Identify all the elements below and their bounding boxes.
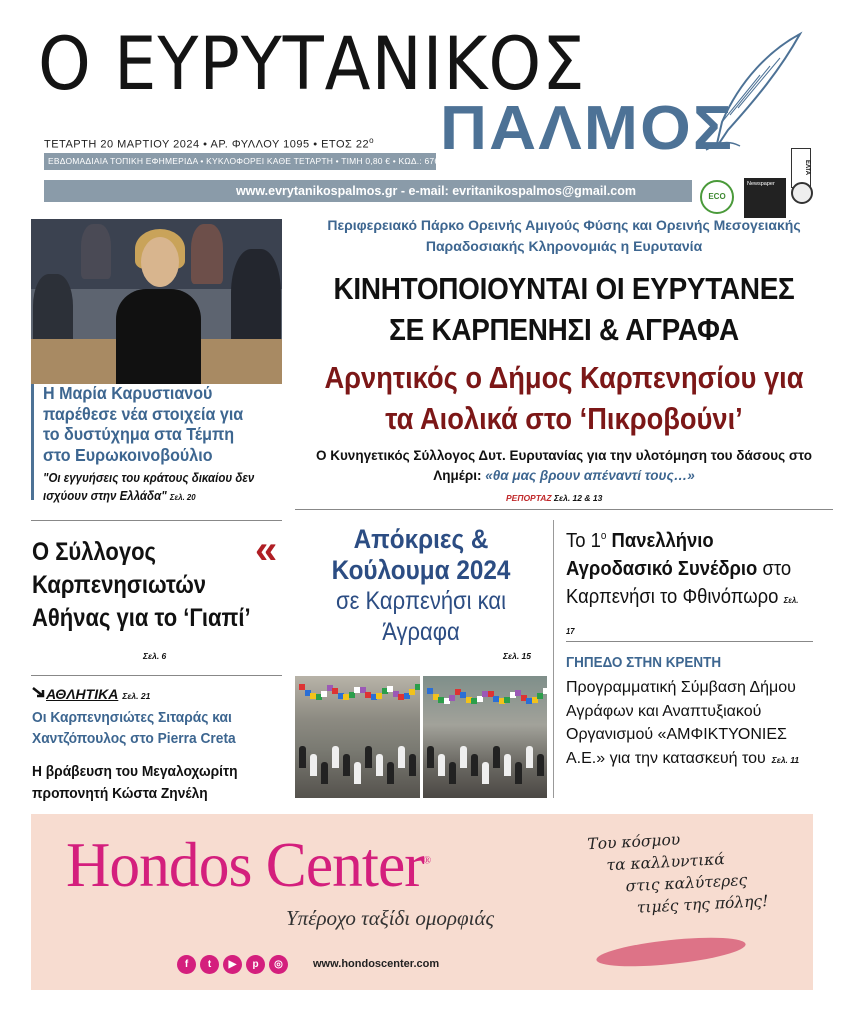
dancer-figure	[493, 746, 500, 768]
seal-icon	[791, 182, 813, 204]
hunters-text: Ο Κυνηγετικός Σύλλογος Δυτ. Ευρυτανίας για την υλοτόμηση του δάσους στο Λημέρι: «θα μας βρουν απέναντί τους…»	[315, 448, 813, 483]
lead-kicker: Περιφερειακό Πάρκο Ορεινής Αμιγούς Φύσης και Ορεινής Μεσογειακής Παραδοσιακής Κληρονομιάς η Ευρυτανία	[327, 217, 801, 254]
krenti-heading[interactable]: ΓΗΠΕΔΟ ΣΤΗΝ ΚΡΕΝΤΗ	[566, 655, 722, 671]
elta-badge-icon: ΕΛΤΑ	[791, 148, 811, 188]
flag-decoration	[543, 688, 548, 694]
quote-mark-icon: «	[255, 528, 278, 572]
lead-second-headline[interactable]: Αρνητικός ο Δήμος Καρπενησίου για τα Αιολικά στο ‘Πικροβούνι’	[324, 360, 804, 436]
carnival-title[interactable]: Απόκριες & Κούλουμα 2024	[331, 524, 511, 585]
dancer-figure	[537, 754, 544, 776]
flag-decoration	[321, 691, 327, 697]
carnival-photo-right[interactable]	[423, 676, 547, 798]
sports-subtitle[interactable]: Οι Καρπενησιώτες Σιταράς και Χαντζόπουλος στο Pierra Creta	[32, 710, 236, 747]
divider	[295, 509, 833, 510]
arrow-icon	[32, 687, 46, 699]
twitter-icon[interactable]: t	[200, 955, 219, 974]
flag-decoration	[449, 695, 455, 701]
dancer-figure	[409, 754, 416, 776]
dancer-figure	[354, 762, 361, 784]
syllogos-headline[interactable]: Ο Σύλλογος Καρπενησιωτών Αθήνας για το ‘Γιαπί’	[32, 538, 251, 632]
dancer-figure	[299, 746, 306, 768]
dancer-figure	[504, 754, 511, 776]
masthead-title: Ο ΕΥΡΥΤΑΝΙΚΟΣ	[38, 22, 586, 107]
ad-tagline: Υπέροχο ταξίδι ομορφιάς	[286, 906, 495, 930]
dancer-figure	[376, 754, 383, 776]
ad-brand-logo: Hondos Center®	[66, 829, 431, 900]
pinterest-icon[interactable]: p	[246, 955, 265, 974]
dancer-figure	[398, 746, 405, 768]
dancer-figure	[482, 762, 489, 784]
masthead-subtitle: ΠΑΛΜΟΣ	[440, 94, 734, 163]
eco-badge-icon: ECO	[700, 180, 734, 214]
newspaper-badge-icon: Newspaper	[744, 178, 786, 218]
social-links	[177, 955, 288, 974]
parliament-photo[interactable]	[31, 219, 282, 384]
facebook-icon[interactable]: f	[177, 955, 196, 974]
dancer-figure	[387, 762, 394, 784]
dancer-figure	[427, 746, 434, 768]
lead-headline[interactable]: ΚΙΝΗΤΟΠΟΙΟΥΝΤΑΙ ΟΙ ΕΥΡΥΤΑΝΕΣ ΣΕ ΚΑΡΠΕΝΗΣΙ & ΑΓΡΑΦΑ	[333, 271, 795, 347]
youtube-icon[interactable]: ▶	[223, 955, 242, 974]
ad-handwritten-text: Του κόσμου τα καλλυντικά στις καλύτερες τιμές της πόλης!	[586, 830, 769, 917]
page-ref: Σελ. 15	[503, 651, 531, 661]
dancer-figure	[343, 754, 350, 776]
lipstick-swoosh	[595, 932, 747, 972]
krenti-text: Προγραμματική Σύμβαση Δήμου Αγράφων και Αναπτυξιακού Οργανισμού «ΑΜΦΙΚΤΥΟΝΙΕΣ Α.Ε.» για την κατασκευή του Σελ. 11	[566, 679, 800, 767]
congress-headline[interactable]: Το $1^o$ Πανελλήνιο Αγροδασικό Συνέδριο στο Καρπενήσι το Φθινόπωρο Σελ. 17	[566, 528, 799, 636]
info-bar: ΕΒΔΟΜΑΔΙΑΙΑ ΤΟΠΙΚΗ ΕΦΗΜΕΡΙΔΑ • ΚΥΚΛΟΦΟΡΕΙ ΚΑΘΕ ΤΕΤΑΡΤΗ • ΤΙΜΗ 0,80 € • ΚΩΔ.: 6763	[44, 153, 436, 170]
dancer-figure	[332, 746, 339, 768]
dancer-figure	[515, 762, 522, 784]
column-divider	[553, 520, 554, 798]
dancer-figure	[449, 762, 456, 784]
carnival-subtitle[interactable]: σε Καρπενήσι και Άγραφα	[336, 587, 506, 646]
carnival-photo-left[interactable]	[295, 676, 420, 798]
web-bar[interactable]: www.evrytanikospalmos.gr - e-mail: evritanikospalmos@gmail.com	[44, 180, 692, 202]
reportaz-ref: ΡΕΠΟΡΤΑΖ Σελ. 12 & 13	[506, 493, 603, 503]
page-ref: Σελ. 6	[143, 651, 167, 661]
divider	[31, 520, 282, 521]
left-story-quote: "Οι εγγυήσεις του κράτους δικαίου δεν ισχύουν στην Ελλάδα" Σελ. 20	[43, 471, 255, 503]
dancer-figure	[321, 762, 328, 784]
sports-section-header: ΑΘΛΗΤΙΚΑ Σελ. 21	[32, 686, 150, 702]
issue-date-line: ΤΕΤΑΡΤΗ 20 ΜΑΡΤΙΟΥ 2024 • ΑΡ. ΦΥΛΛΟΥ 1095 • ΕΤΟΣ $22^o$	[44, 136, 375, 151]
hondos-advertisement[interactable]	[31, 814, 813, 990]
instagram-icon[interactable]: ◎	[269, 955, 288, 974]
dancer-figure	[438, 754, 445, 776]
dancer-figure	[526, 746, 533, 768]
flag-decoration	[415, 684, 421, 690]
page-ref: Σελ. 20	[169, 492, 196, 502]
ad-url-link[interactable]: www.hondoscenter.com	[313, 958, 440, 970]
dancer-figure	[365, 746, 372, 768]
divider	[566, 641, 813, 642]
sports-text[interactable]: Η βράβευση του Μεγαλοχωρίτη προπονητή Κώστα Ζηνέλη	[32, 764, 238, 802]
left-story-title[interactable]: Η Μαρία Καρυστιανού παρέθεσε νέα στοιχεία για το δυστύχημα στα Τέμπη στο Ευρωκοινοβούλιο	[43, 383, 244, 465]
divider	[31, 675, 282, 676]
dancer-figure	[460, 746, 467, 768]
dancer-figure	[471, 754, 478, 776]
dancer-figure	[310, 754, 317, 776]
